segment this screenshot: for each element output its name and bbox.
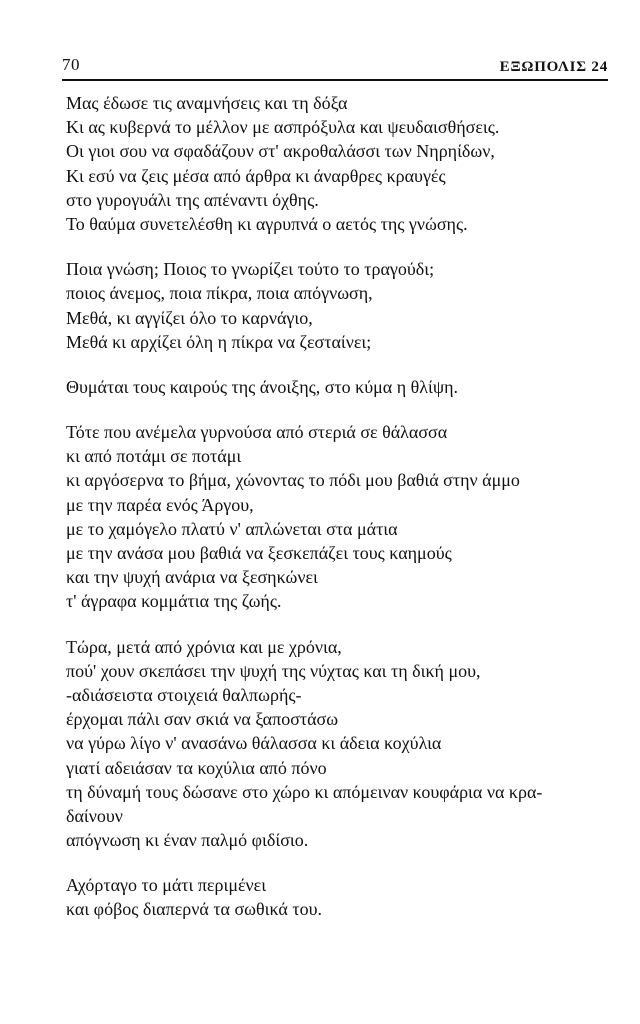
poem-line: ποιος άνεμος, ποια πίκρα, ποια απόγνωση, xyxy=(66,283,373,304)
poem-line: Αχόρταγο το μάτι περιμένει xyxy=(66,875,267,896)
poem-line: Ποια γνώση; Ποιος το γνωρίζει τούτο το τραγούδι; xyxy=(66,259,435,280)
poem-line: -αδιάσειστα στοιχειά θαλπωρής- xyxy=(66,684,302,705)
poem-line: Θυμάται τους καιρούς της άνοιξης, στο κύμα η θλίψη. xyxy=(66,376,459,397)
stanza xyxy=(66,91,611,236)
poem-line: γιατί αδειάσαν τα κοχύλια από πόνο xyxy=(66,757,327,778)
poem-line: Τώρα, μετά από χρόνια και με χρόνια, xyxy=(66,636,342,657)
poem-line: Μας έδωσε τις αναμνήσεις και τη δόξα xyxy=(66,93,348,113)
poem-line: με την παρέα ενός Άργου, xyxy=(66,494,254,515)
journal-title: ΕΞΩΠΟΛΙΣ 24 xyxy=(499,59,608,75)
stanza xyxy=(66,873,611,921)
poem-line: Το θαύμα συνετελέσθη κι αγρυπνά ο αετός της γνώσης. xyxy=(66,213,468,234)
stanza xyxy=(66,635,611,853)
poem-line: τ' άγραφα κομμάτια της ζωής. xyxy=(66,591,282,612)
poem-line: με την ανάσα μου βαθιά να ξεσκεπάζει τους καημούς xyxy=(66,543,452,563)
stanza xyxy=(66,420,611,614)
poem-line: Μεθά, κι αγγίζει όλο το καρνάγιο, xyxy=(66,307,313,328)
stanza xyxy=(66,375,611,399)
poem-line: Κι εσύ να ζεις μέσα από άρθρα κι άναρθρες κραυγές xyxy=(66,165,446,186)
stanza xyxy=(66,257,611,354)
poem-line: πού' χουν σκεπάσει την ψυχή της νύχτας και τη δική μου, xyxy=(66,660,481,681)
poem-line: απόγνωση κι έναν παλμό φιδίσιο. xyxy=(66,830,309,851)
poem-line: κι από ποτάμι σε ποτάμι xyxy=(66,446,242,467)
poem-line: δαίνουν xyxy=(66,805,123,826)
poem-line: έρχομαι πάλι σαν σκιά να ξαποστάσω xyxy=(66,709,339,730)
poem-line: στο γυρογυάλι της απέναντι όχθης. xyxy=(66,189,319,210)
poem-line: τη δύναμή τους δώσανε στο χώρο κι απόμειναν κουφάρια να κρα- xyxy=(66,781,543,802)
poem-line: κι αργόσερνα το βήμα, χώνοντας το πόδι μου βαθιά στην άμμο xyxy=(66,470,520,491)
poem-line: Κι ας κυβερνά το μέλλον με ασπρόξυλα και ψευδαισθήσεις. xyxy=(66,117,500,138)
poem-line: με το χαμόγελο πλατύ ν' απλώνεται στα μάτια xyxy=(66,518,398,539)
page-header xyxy=(62,53,608,81)
poem-line: Οι γιοι σου να σφαδάζουν στ' ακροθαλάσσι των Νηρηίδων, xyxy=(66,141,495,162)
poem-line: Τότε που ανέμελα γυρνούσα από στεριά σε θάλασσα xyxy=(66,422,448,443)
poem-line: να γύρω λίγο ν' ανασάνω θάλασσα κι άδεια κοχύλια xyxy=(66,733,442,754)
poem-line: και φόβος διαπερνά τα σωθικά του. xyxy=(66,899,322,920)
poem-line: και την ψυχή ανάρια να ξεσηκώνει xyxy=(66,567,318,588)
poem-line: Μεθά κι αρχίζει όλη η πίκρα να ζεσταίνει; xyxy=(66,331,372,352)
page-number: 70 xyxy=(62,55,80,74)
poem-body xyxy=(66,91,611,943)
